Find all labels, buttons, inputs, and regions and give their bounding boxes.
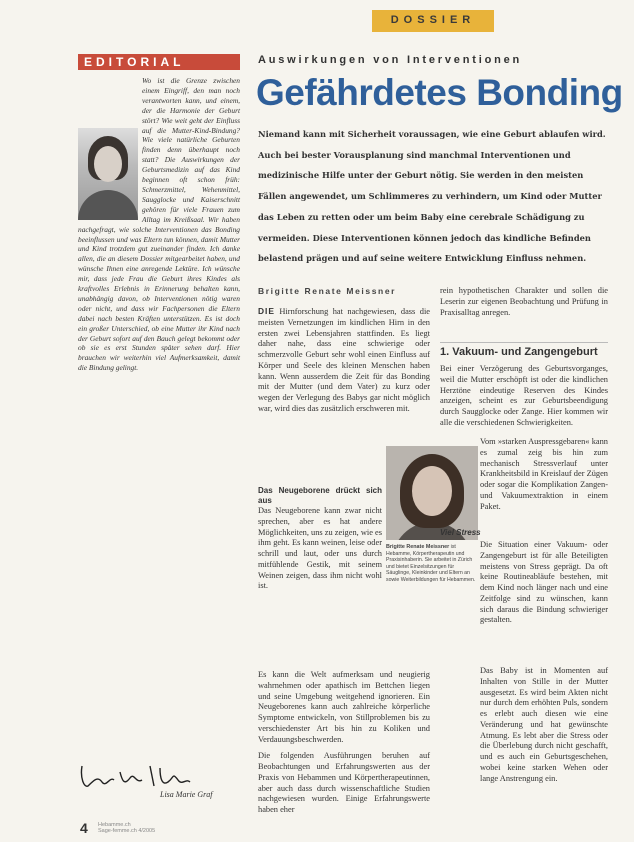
author-photo [386, 446, 478, 540]
editorial-heading-bar [78, 54, 240, 70]
section-vacuum-para-b: Vom »starken Auspressgebaren« kann es zumal zeig bis hin zum mechanisch Stressverlauf unter Krankheitsbild in Kreislauf der Zügen oder sogar die Komplikation Zangen- und Vakuumextraktion in einem Paket. [480, 437, 608, 511]
article-author: Brigitte Renate Meissner [258, 286, 397, 296]
caption-name: Brigitte Renate Meissner [386, 544, 450, 550]
section-rule [440, 342, 608, 343]
footer-line-2: Sage-femme.ch 4/2005 [98, 828, 156, 834]
para-newborn-b: Es kann die Welt aufmerksam und neugierig wahrnehmen oder apathisch im Bettchen liegen und seine Umgebung weitgehend ignorieren. Ein Neugeborenes kann auch zahlreiche körperliche Symptome entwickeln, von Stillproblemen bis zu verschiedenster Art bis hin zu Koliken und Verdauungsbeschwerden. [258, 670, 430, 744]
footer-publication [98, 822, 155, 834]
caption-text: ist Hebamme, Körpertherapeutin und Praxisinhaberin. Sie arbeitet in Zürich und bietet Einzelsitzungen für Säuglinge, Kleinkinder und Eltern an sowie Weiterbildungen für Hebammen. [386, 544, 476, 583]
section-tab-label: DOSSIER [390, 14, 476, 26]
para-newborn-a: Das Neugeborene kann zwar nicht sprechen, aber es hat andere Möglichkeiten, uns zu zeigen, wie es ihm geht. Es kann weinen, leise oder schrill und laut, oder uns durch mitfühlende Gestik, mit seinem Weinen zeigen, dass ihm nicht wohl ist. [258, 506, 382, 591]
editorial-text-block [78, 76, 240, 373]
section-vacuum-para-a: Bei einer Verzögerung des Geburtsvorganges, weil die Mutter erschöpft ist oder die kindlichen Herztöne eindeutige Reserven des Kindes anzeigen, scheint es zur Geburtsbeendigung durch Saugglocke oder Zange. Hier kommen wir alle die verschiedenen Schwierigkeiten. [440, 364, 608, 427]
para-stress-a: Die Situation einer Vakuum- oder Zangengeburt ist für alle Beteiligten meistens von Stress geprägt. Da oft keine Routineabläufe bestehen, mit dem Kind noch länger nach und eine Zeitfolge sind zu wünschen, kann sich daraus die Bindung schwieriger gestalten. [480, 540, 608, 625]
intro-end: mit. [396, 403, 410, 413]
intro-text: Hirnforschung hat nachgewiesen, dass die meisten Vernetzungen im kindlichen Hirn in den ersten zwei Lebensjahren stattfinden. Es liegt daher nahe, dass eine schwierige oder schmerzvolle Geburt sehr wohl einen Einfluss auf Körper und Seele des kleinen Menschen haben kann. Wenn ausserdem die Zeit für das Bonding mit der Mutter (und dem Vater) zu kurz oder wegen der Verlegung des Babys gar nicht möglich war, wird dies das zusätzlich erschweren [258, 307, 430, 413]
article-body-column2-lower [258, 670, 430, 816]
editorial-signer: Lisa Marie Graf [160, 790, 213, 799]
intro-dropcap: DIE [258, 306, 275, 316]
article-intro [258, 306, 430, 415]
section-heading-vacuum: 1. Vakuum- und Zangengeburt [440, 346, 598, 358]
para-observations: Die folgenden Ausführungen beruhen auf Beobachtungen und Erfahrungswerten aus der Praxis von Hebammen und Körpertherapeutinnen, aber auch dass durch wissenschaftliche Studien nachgewiesen wurden. Einige Erfahrungswerte haben eher [258, 751, 430, 814]
photo-caption [386, 544, 478, 584]
editorial-text: Wo ist die Grenze zwischen einem Eingriff, den man noch verantworten kann, und einem, der die Harmonie der Geburt stört? Wie weit geht der Einfluss auf die Mutter-Kind-Bindung? Wie viele natürliche Geburten finden denn überhaupt noch statt? Die Auswirkungen der Geburtsmedizin auf das Kind beginnen oft schon früh: Schmerzmittel, Wehenmittel, Saugglocke und Kaiserschnitt gehören für viele Frauen zum Alltag im Kreißsaal. Wir haben nachgefragt, wie solche Interventionen das Bonding beeinflussen und was Eltern tun können, damit Mutter und Kind trotzdem gut zueinander finden. Ich danke allen, die an diesem Dossier mitgearbeitet haben, und wünsche Ihnen eine anregende Lektüre. Ich wünsche mir, dass jede Frau die Geburt ihres Kindes als kraftvolles Erlebnis in Erinnerung behalten kann, unabhängig davon, ob Interventionen nötig waren oder nicht, und dass wir Fachpersonen die Eltern dabei nach besten Kräften unterstützen. Es ist doch ein großer Unterschied, ob eine Mutter ihr Kind nach der Geburt sofort auf den Bauch gelegt bekommt oder ob sie es erst Stunden später sehen darf. Hier brauchen wir weiterhin viel Aufmerksamkeit, damit die Bindung gelingt. [78, 76, 240, 373]
article-title: Gefährdetes Bonding [256, 72, 623, 113]
article-body-column2 [258, 486, 382, 592]
editorial-portrait [78, 128, 138, 220]
editorial-signature [76, 758, 226, 794]
subhead-newborn: Das Neugeborene drückt sich aus [258, 486, 382, 505]
footer-line-1: Hebamme.ch [98, 822, 131, 828]
page-number: 4 [80, 820, 88, 836]
editorial-heading: EDITORIAL [84, 55, 185, 69]
article-column3-top: rein hypothetischen Charakter und sollen die Leserin zur eigenen Beobachtung und Prüfung in Praxisalltag anregen. [440, 286, 608, 317]
article-kicker: Auswirkungen von Interventionen [258, 54, 523, 66]
article-lead: Niemand kann mit Sicherheit voraussagen, wie eine Geburt ablaufen wird. Auch bei bester Vorausplanung sind manchmal Interventionen und medizinische Hilfe unter der Geburt nötig. Sie werden in den meisten Fällen angewendet, um Schlimmeres zu verhindern, um Kind oder Mutter das Leben zu retten oder um beim Baby eine cerebrale Schädigung zu vermeiden. Diese Interventionen können jedoch das kindliche Befinden belastend prägen und auf seine weitere Entwicklung Einfluss nehmen. [258, 129, 606, 264]
section-tab [372, 10, 494, 32]
subhead-stress: Viel Stress [440, 528, 481, 537]
para-stress-b: Das Baby ist in Momenten auf Inhalten von Stille in der Mutter ausgesetzt. Es wird beim Akten nicht nur durch dem erhöhten Puls, sondern es erlebt auch diesen wie eine Veränderung und hat gewünschte Atmung. Es lebt aber die Stress oder die Überlebung durch nicht geschafft, und es auch ein Geburtsgeschehen, wobei keine starken Wehen oder lange Anstrengung ein. [480, 666, 608, 783]
